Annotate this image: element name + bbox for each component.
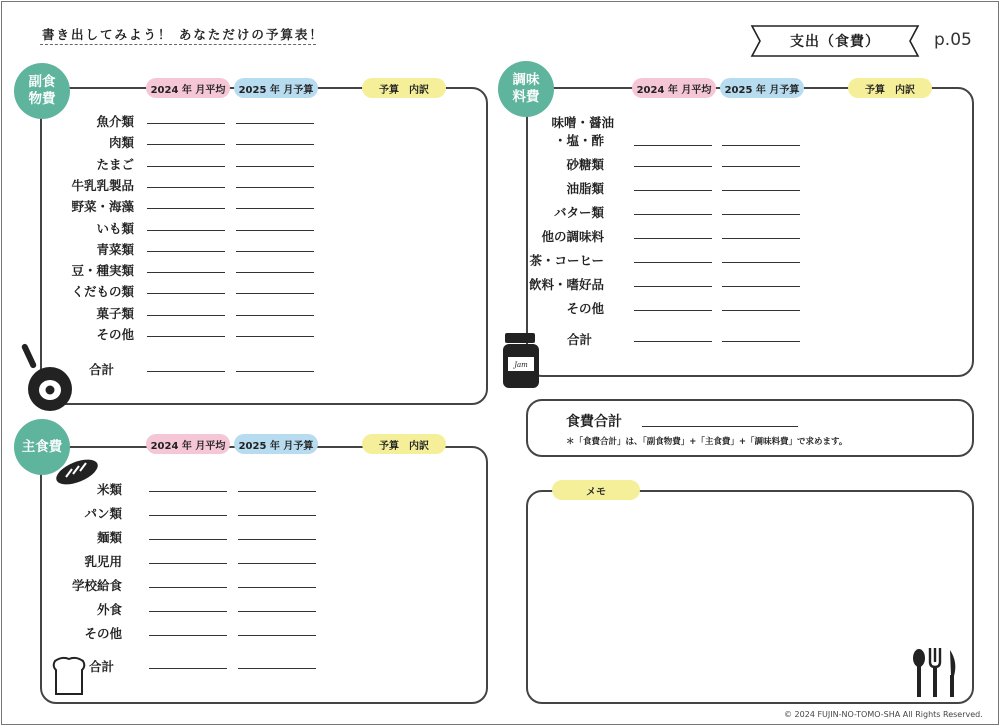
seasoning-row-line-budget <box>722 310 800 311</box>
seasoning-label-1: 調味 <box>512 72 540 89</box>
side-dish-row-line-avg <box>147 272 225 273</box>
staple-row-label: その他 <box>84 626 122 641</box>
side-dish-row-label: その他 <box>96 327 134 342</box>
side-dish-row-label: 青菜類 <box>96 241 134 257</box>
staple-row-label: パン類 <box>84 506 122 521</box>
side-dish-row-line-budget <box>236 166 314 167</box>
staple-row-line-avg <box>149 515 227 516</box>
seasoning-row-line-avg <box>634 166 712 167</box>
seasoning-total-line-avg <box>634 341 712 342</box>
page-number: p.05 <box>934 30 972 50</box>
memo-box <box>526 490 974 704</box>
staple-row-line-budget <box>238 563 316 564</box>
side-dish-row-line-budget <box>236 144 314 145</box>
cutlery-icon <box>910 648 962 702</box>
seasoning-row-line-budget <box>722 262 800 263</box>
toast-icon <box>52 656 86 700</box>
seasoning-row-line-budget <box>722 190 800 191</box>
seasoning-row-line-avg <box>634 238 712 239</box>
side-dish-row-line-avg <box>147 208 225 209</box>
staple-row-label: 米類 <box>96 482 122 497</box>
side-dish-label-2: 物費 <box>28 91 56 107</box>
staple-row-line-budget <box>238 515 316 516</box>
side-dish-row-line-avg <box>147 251 225 252</box>
side-dish-row-label: 魚介類 <box>96 114 134 129</box>
side-dish-row-label: くだもの類 <box>71 284 134 300</box>
side-dish-total-line-budget <box>236 371 314 372</box>
staple-row-label: 学校給食 <box>71 578 122 593</box>
copyright-footer: © 2024 FUJIN-NO-TOMO-SHA All Rights Reserved. <box>784 710 983 719</box>
tag-budget-2025-staple: 2025 年 月予算 <box>234 434 318 454</box>
seasoning-row-line-budget <box>722 238 800 239</box>
food-total-note: ＊「食費合計」は、「副食物費」+「主食費」+「調味料費」で求めます。 <box>566 437 848 447</box>
tag-avg-2024: 2024 年 月平均 <box>146 78 230 98</box>
side-dish-row-line-avg <box>147 144 225 145</box>
staple-row-line-avg <box>149 539 227 540</box>
side-dish-row-line-budget <box>236 230 314 231</box>
seasoning-row-first-1: 味噌・醤油 <box>551 115 614 130</box>
side-dish-row-line-avg <box>147 336 225 337</box>
seasoning-row-label: 油脂類 <box>566 181 604 196</box>
side-dish-circle <box>14 63 70 119</box>
staple-row-line-budget <box>238 611 316 612</box>
staple-label: 主食費 <box>21 438 63 455</box>
title-ribbon <box>750 24 920 58</box>
staple-total-label: 合計 <box>88 659 114 674</box>
staple-row-line-avg <box>149 635 227 636</box>
side-dish-row-line-budget <box>236 208 314 209</box>
header-underline <box>40 44 316 45</box>
seasoning-row-label: 砂糖類 <box>566 157 604 172</box>
staple-row-label: 外食 <box>96 602 122 617</box>
side-dish-row-label: いも類 <box>96 220 134 236</box>
side-dish-row-line-budget <box>236 293 314 294</box>
staple-row-line-avg <box>149 611 227 612</box>
staple-total-line-avg <box>149 668 227 669</box>
side-dish-row-line-avg <box>147 123 225 124</box>
seasoning-total-line-budget <box>722 341 800 342</box>
tag-breakdown: 予算 内訳 <box>362 78 446 98</box>
seasoning-row-label: 茶・コーヒー <box>529 253 604 268</box>
food-total-label: 食費合計 <box>566 414 622 430</box>
seasoning-circle <box>498 61 554 117</box>
seasoning-total-label: 合計 <box>566 332 592 347</box>
food-total-line <box>642 426 798 427</box>
staple-row-line-avg <box>149 587 227 588</box>
seasoning-label-2: 料費 <box>512 89 540 105</box>
seasoning-row-label: その他 <box>566 301 604 316</box>
seasoning-row-first-2: ・塩・酢 <box>553 133 604 148</box>
side-dish-row-line-avg <box>147 230 225 231</box>
side-dish-row-line-budget <box>236 315 314 316</box>
side-dish-total-line-avg <box>147 371 225 372</box>
seasoning-row-line-avg <box>634 310 712 311</box>
seasoning-line-budget <box>722 145 800 146</box>
staple-row-label: 乳児用 <box>84 554 122 569</box>
staple-row-line-budget <box>238 635 316 636</box>
staple-row-line-avg <box>149 491 227 492</box>
side-dish-row-line-avg <box>147 166 225 167</box>
seasoning-row-label: 飲料・嗜好品 <box>528 277 604 292</box>
staple-total-line-budget <box>238 668 316 669</box>
seasoning-line-avg <box>634 145 712 146</box>
seasoning-row-line-budget <box>722 166 800 167</box>
side-dish-row-label: たまご <box>96 156 134 172</box>
staple-row-line-budget <box>238 491 316 492</box>
seasoning-row-line-avg <box>634 214 712 215</box>
frying-pan-icon <box>20 343 76 417</box>
tag-avg-2024-seasoning: 2024 年 月平均 <box>632 78 716 98</box>
side-dish-row-line-budget <box>236 336 314 337</box>
tag-breakdown-seasoning: 予算 内訳 <box>848 78 932 98</box>
tag-budget-2025-seasoning: 2025 年 月予算 <box>720 78 804 98</box>
side-dish-label-1: 副食 <box>28 74 56 91</box>
seasoning-row-label: バター類 <box>553 205 604 220</box>
side-dish-row-line-budget <box>236 251 314 252</box>
seasoning-row-line-avg <box>634 286 712 287</box>
baguette-icon <box>54 455 100 493</box>
staple-row-line-budget <box>238 587 316 588</box>
seasoning-row-line-avg <box>634 190 712 191</box>
side-dish-row-line-budget <box>236 187 314 188</box>
staple-row-label: 麺類 <box>96 530 122 545</box>
seasoning-row-line-budget <box>722 214 800 215</box>
staple-row-line-avg <box>149 563 227 564</box>
side-dish-row-label: 豆・種実類 <box>71 263 134 279</box>
tag-memo: メモ <box>552 480 640 500</box>
seasoning-row-line-avg <box>634 262 712 263</box>
staple-row-line-budget <box>238 539 316 540</box>
side-dish-row-line-avg <box>147 187 225 188</box>
page-title: 支出（食費） <box>790 34 880 50</box>
side-dish-total-label: 合計 <box>88 362 114 377</box>
side-dish-row-line-avg <box>147 315 225 316</box>
side-dish-row-label: 肉類 <box>108 135 134 151</box>
side-dish-row-line-avg <box>147 293 225 294</box>
jam-label: Jam <box>514 361 528 369</box>
tag-budget-2025: 2025 年 月予算 <box>234 78 318 98</box>
jam-jar-icon <box>500 333 542 393</box>
side-dish-row-label: 野菜・海藻 <box>71 199 134 215</box>
side-dish-row-line-budget <box>236 272 314 273</box>
side-dish-row-line-budget <box>236 123 314 124</box>
side-dish-row-label: 牛乳乳製品 <box>71 177 134 193</box>
header-instruction: 書き出してみよう！ あなただけの予算表！ <box>42 27 324 42</box>
seasoning-row-label: 他の調味料 <box>541 229 604 244</box>
tag-breakdown-staple: 予算 内訳 <box>362 434 446 454</box>
tag-avg-2024-staple: 2024 年 月平均 <box>146 434 230 454</box>
side-dish-row-label: 菓子類 <box>96 305 134 321</box>
seasoning-row-line-budget <box>722 286 800 287</box>
